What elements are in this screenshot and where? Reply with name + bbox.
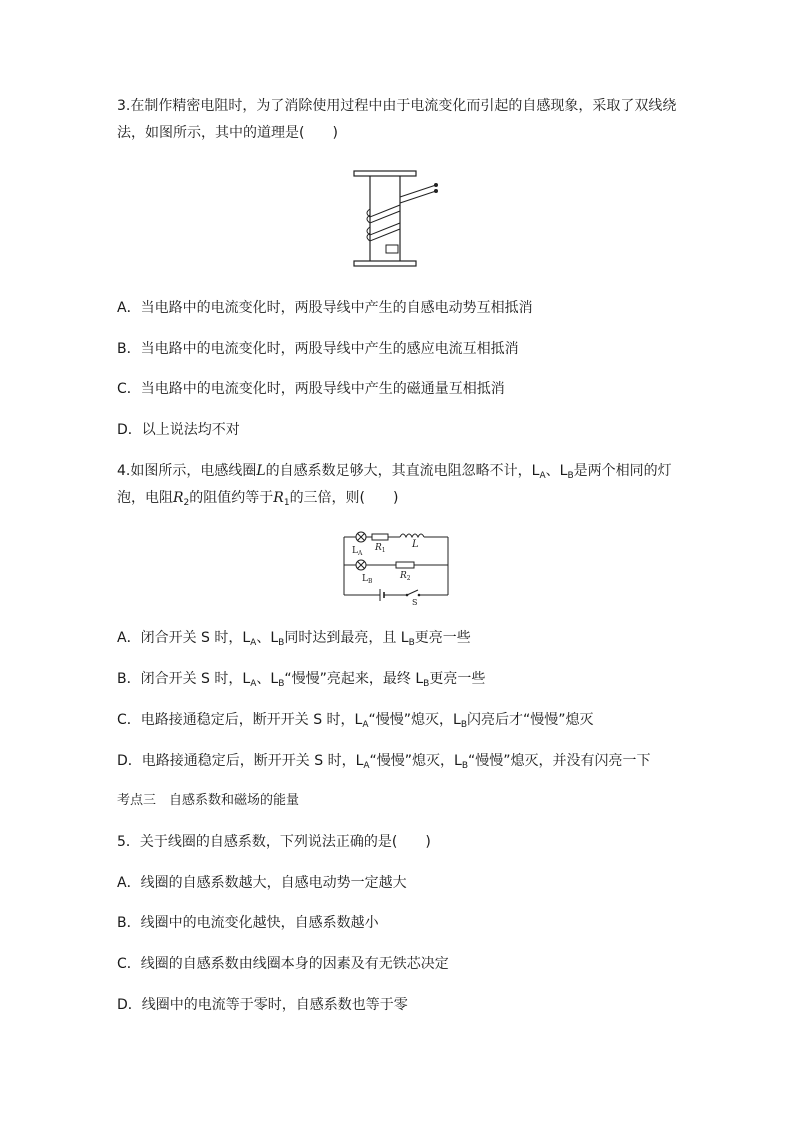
q3-option-a: A．当电路中的电流变化时，两股导线中产生的自感电动势互相抵消 [117, 300, 533, 316]
q3-stem-line1: 3.在制作精密电阻时，为了消除使用过程中由于电流变化而引起的自感现象，采取了双线绕 [117, 98, 677, 114]
q5-option-c: C．线圈的自感系数由线圈本身的因素及有无铁芯决定 [117, 956, 449, 972]
svg-text:LA: $L_A$ [352, 546, 363, 557]
q4-option-d: D．电路接通稳定后，断开开关 S 时，$L_A“$慢慢”熄灭，$L_B“$慢慢”熄灭，并没有闪亮一下 [117, 753, 651, 771]
q5-option-b: B．线圈中的电流变化越快，自感系数越小 [117, 915, 379, 931]
q4-stem-line1: 4.如图所示，电感线圈L的自感系数足够大，其直流电阻忽略不计，$L_A$、$L_B$是两个相同的灯 [117, 463, 672, 481]
q4-stem-line2: 泡，电阻$R_2$的阻值约等于$R_1$的三倍，则( ) [117, 490, 399, 508]
q3-option-d: D．以上说法均不对 [117, 422, 240, 438]
svg-text:R2: $R_2$ [400, 571, 411, 582]
svg-text:R1: $R_1$ [375, 543, 386, 554]
q3-option-b: B．当电路中的电流变化时，两股导线中产生的感应电流互相抵消 [117, 341, 519, 357]
q3-stem-line2: 法，如图所示，其中的道理是( ) [117, 125, 338, 141]
svg-text:S: S [412, 598, 418, 607]
double-wound-coil-figure [344, 165, 448, 275]
q4-option-a: A．闭合开关 S 时，$L_A$、$L_B$同时达到最亮，且 $L_B$更亮一些 [117, 630, 471, 648]
svg-text:L: L [412, 539, 419, 550]
q5-stem: 5．关于线圈的自感系数，下列说法正确的是( ) [117, 834, 431, 850]
svg-text:LB: $L_B$ [362, 574, 373, 585]
section-heading: 考点三 自感系数和磁场的能量 [117, 793, 300, 808]
q4-option-b: B．闭合开关 S 时，$L_A$、$L_B“$慢慢”亮起来，最终 $L_B$更亮一些 [117, 671, 486, 689]
q4-option-c: C．电路接通稳定后，断开开关 S 时，$L_A“$慢慢”熄灭，$L_B$闪亮后才“慢慢”熄灭 [117, 712, 594, 730]
q3-option-c: C．当电路中的电流变化时，两股导线中产生的磁通量互相抵消 [117, 381, 505, 397]
circuit-diagram [338, 525, 454, 607]
q5-option-a: A．线圈的自感系数越大，自感电动势一定越大 [117, 875, 407, 891]
q5-option-d: D．线圈中的电流等于零时，自感系数也等于零 [117, 997, 408, 1013]
